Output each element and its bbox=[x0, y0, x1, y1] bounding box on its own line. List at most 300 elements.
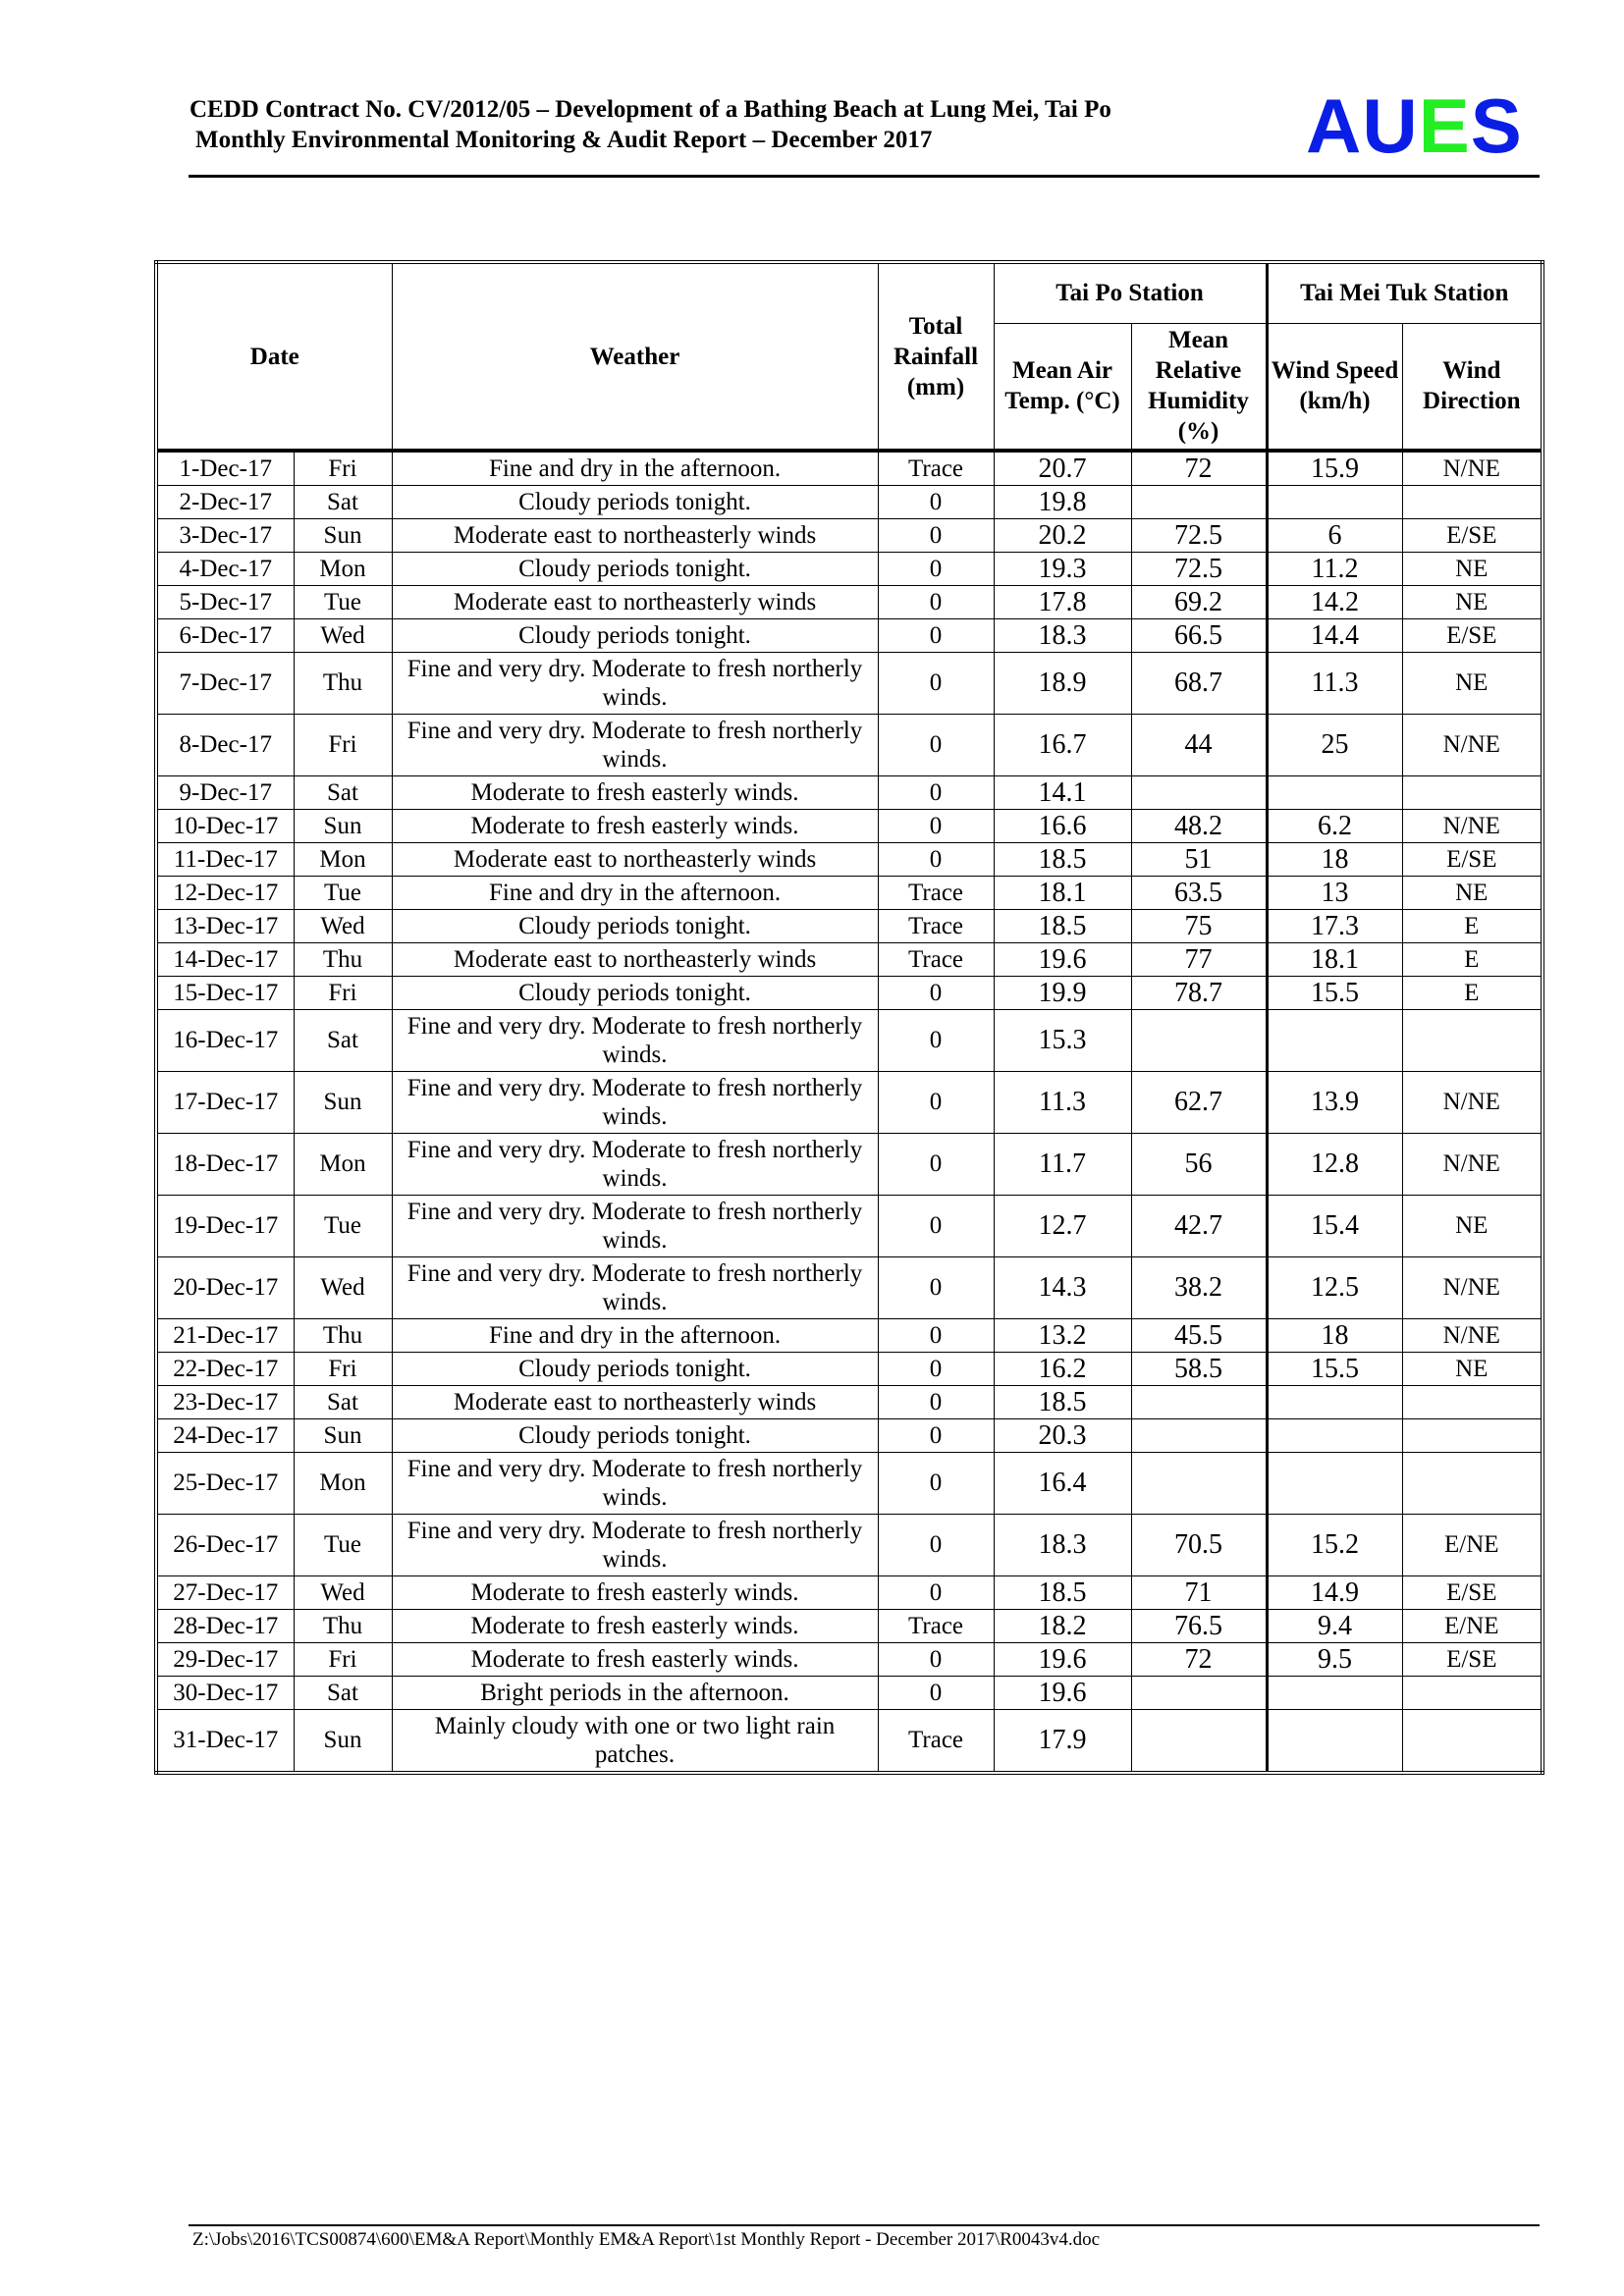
weather-cell: Fine and dry in the afternoon. bbox=[392, 451, 878, 486]
table-row bbox=[156, 943, 1543, 977]
table-row bbox=[156, 1453, 1543, 1515]
temp-cell: 13.2 bbox=[994, 1319, 1131, 1353]
humidity-cell: 58.5 bbox=[1131, 1353, 1267, 1386]
date-cell: 25-Dec-17 bbox=[156, 1453, 294, 1515]
weather-cell: Moderate east to northeasterly winds bbox=[392, 519, 878, 553]
rainfall-cell: 0 bbox=[878, 1515, 994, 1576]
date-cell: 16-Dec-17 bbox=[156, 1010, 294, 1072]
day-cell: Mon bbox=[294, 1453, 392, 1515]
table-row bbox=[156, 619, 1543, 653]
humidity-cell: 42.7 bbox=[1131, 1196, 1267, 1257]
date-cell: 26-Dec-17 bbox=[156, 1515, 294, 1576]
date-cell: 31-Dec-17 bbox=[156, 1710, 294, 1774]
date-cell: 2-Dec-17 bbox=[156, 486, 294, 519]
wind-direction-cell: E/NE bbox=[1402, 1610, 1543, 1643]
table-row bbox=[156, 715, 1543, 776]
table-row bbox=[156, 877, 1543, 910]
table-row bbox=[156, 1515, 1543, 1576]
rainfall-cell: 0 bbox=[878, 1319, 994, 1353]
humidity-cell: 72.5 bbox=[1131, 519, 1267, 553]
rainfall-cell: 0 bbox=[878, 1072, 994, 1134]
table-row bbox=[156, 1257, 1543, 1319]
wind-direction-cell: E/SE bbox=[1402, 619, 1543, 653]
table-row bbox=[156, 519, 1543, 553]
rainfall-cell: 0 bbox=[878, 1643, 994, 1677]
temp-cell: 12.7 bbox=[994, 1196, 1131, 1257]
temp-cell: 20.3 bbox=[994, 1419, 1131, 1453]
wind-speed-cell: 18 bbox=[1267, 1319, 1402, 1353]
rainfall-cell: 0 bbox=[878, 810, 994, 843]
rainfall-cell: 0 bbox=[878, 1419, 994, 1453]
wind-speed-cell: 6.2 bbox=[1267, 810, 1402, 843]
wind-speed-cell: 15.4 bbox=[1267, 1196, 1402, 1257]
weather-cell: Bright periods in the afternoon. bbox=[392, 1677, 878, 1710]
humidity-cell bbox=[1131, 1453, 1267, 1515]
temp-cell: 19.8 bbox=[994, 486, 1131, 519]
date-cell: 20-Dec-17 bbox=[156, 1257, 294, 1319]
temp-cell: 19.6 bbox=[994, 1643, 1131, 1677]
table-row bbox=[156, 1010, 1543, 1072]
humidity-cell: 69.2 bbox=[1131, 586, 1267, 619]
wind-direction-cell: E/SE bbox=[1402, 843, 1543, 877]
date-cell: 4-Dec-17 bbox=[156, 553, 294, 586]
table-row bbox=[156, 1353, 1543, 1386]
rainfall-cell: Trace bbox=[878, 910, 994, 943]
rainfall-cell: 0 bbox=[878, 653, 994, 715]
rainfall-cell: 0 bbox=[878, 1010, 994, 1072]
date-cell: 5-Dec-17 bbox=[156, 586, 294, 619]
wind-direction-cell: N/NE bbox=[1402, 451, 1543, 486]
wind-direction-cell: E bbox=[1402, 943, 1543, 977]
table-row bbox=[156, 1319, 1543, 1353]
wind-direction-cell bbox=[1402, 1010, 1543, 1072]
day-cell: Thu bbox=[294, 653, 392, 715]
date-cell: 13-Dec-17 bbox=[156, 910, 294, 943]
temp-cell: 14.3 bbox=[994, 1257, 1131, 1319]
wind-speed-cell: 14.9 bbox=[1267, 1576, 1402, 1610]
wind-direction-cell: N/NE bbox=[1402, 1257, 1543, 1319]
weather-cell: Moderate east to northeasterly winds bbox=[392, 586, 878, 619]
rainfall-cell: 0 bbox=[878, 1134, 994, 1196]
wind-speed-cell: 17.3 bbox=[1267, 910, 1402, 943]
humidity-cell: 44 bbox=[1131, 715, 1267, 776]
temp-cell: 16.7 bbox=[994, 715, 1131, 776]
table-row bbox=[156, 1072, 1543, 1134]
rainfall-cell: 0 bbox=[878, 1196, 994, 1257]
temp-cell: 17.9 bbox=[994, 1710, 1131, 1774]
wind-direction-cell: NE bbox=[1402, 1353, 1543, 1386]
wind-direction-cell: E/NE bbox=[1402, 1515, 1543, 1576]
rainfall-cell: 0 bbox=[878, 519, 994, 553]
weather-cell: Fine and very dry. Moderate to fresh northerly winds. bbox=[392, 715, 878, 776]
temp-cell: 15.3 bbox=[994, 1010, 1131, 1072]
temp-cell: 11.7 bbox=[994, 1134, 1131, 1196]
table-row bbox=[156, 977, 1543, 1010]
wind-speed-cell: 13 bbox=[1267, 877, 1402, 910]
humidity-cell: 76.5 bbox=[1131, 1610, 1267, 1643]
wind-speed-cell: 11.3 bbox=[1267, 653, 1402, 715]
rainfall-cell: 0 bbox=[878, 486, 994, 519]
weather-cell: Moderate to fresh easterly winds. bbox=[392, 1576, 878, 1610]
table-row bbox=[156, 910, 1543, 943]
temp-cell: 17.8 bbox=[994, 586, 1131, 619]
wind-speed-cell: 12.5 bbox=[1267, 1257, 1402, 1319]
rainfall-cell: Trace bbox=[878, 877, 994, 910]
date-cell: 6-Dec-17 bbox=[156, 619, 294, 653]
day-cell: Sat bbox=[294, 1386, 392, 1419]
date-cell: 24-Dec-17 bbox=[156, 1419, 294, 1453]
date-cell: 7-Dec-17 bbox=[156, 653, 294, 715]
weather-cell: Fine and very dry. Moderate to fresh northerly winds. bbox=[392, 1453, 878, 1515]
temp-cell: 20.2 bbox=[994, 519, 1131, 553]
header-humidity: Mean Relative Humidity (%) bbox=[1131, 323, 1267, 451]
humidity-cell: 66.5 bbox=[1131, 619, 1267, 653]
table-row bbox=[156, 553, 1543, 586]
rainfall-cell: 0 bbox=[878, 1257, 994, 1319]
day-cell: Thu bbox=[294, 1610, 392, 1643]
humidity-cell: 78.7 bbox=[1131, 977, 1267, 1010]
table-row bbox=[156, 1576, 1543, 1610]
table-row bbox=[156, 1643, 1543, 1677]
weather-cell: Fine and very dry. Moderate to fresh northerly winds. bbox=[392, 1010, 878, 1072]
wind-direction-cell: E bbox=[1402, 910, 1543, 943]
rainfall-cell: 0 bbox=[878, 586, 994, 619]
weather-cell: Moderate east to northeasterly winds bbox=[392, 1386, 878, 1419]
date-cell: 15-Dec-17 bbox=[156, 977, 294, 1010]
rainfall-cell: 0 bbox=[878, 1576, 994, 1610]
day-cell: Fri bbox=[294, 451, 392, 486]
table-row bbox=[156, 843, 1543, 877]
weather-table bbox=[154, 260, 1544, 1775]
table-row bbox=[156, 1134, 1543, 1196]
day-cell: Tue bbox=[294, 1515, 392, 1576]
day-cell: Tue bbox=[294, 586, 392, 619]
rainfall-cell: 0 bbox=[878, 1677, 994, 1710]
wind-speed-cell: 13.9 bbox=[1267, 1072, 1402, 1134]
header-wind-direction: Wind Direction bbox=[1402, 323, 1543, 451]
humidity-cell: 45.5 bbox=[1131, 1319, 1267, 1353]
day-cell: Fri bbox=[294, 977, 392, 1010]
day-cell: Fri bbox=[294, 1643, 392, 1677]
rainfall-cell: 0 bbox=[878, 553, 994, 586]
wind-speed-cell bbox=[1267, 1710, 1402, 1774]
temp-cell: 20.7 bbox=[994, 451, 1131, 486]
wind-speed-cell: 25 bbox=[1267, 715, 1402, 776]
rainfall-cell: 0 bbox=[878, 715, 994, 776]
weather-cell: Cloudy periods tonight. bbox=[392, 1353, 878, 1386]
rainfall-cell: Trace bbox=[878, 943, 994, 977]
wind-speed-cell: 9.4 bbox=[1267, 1610, 1402, 1643]
logo-letter-u: U bbox=[1362, 82, 1419, 169]
wind-direction-cell: E/SE bbox=[1402, 519, 1543, 553]
wind-direction-cell: NE bbox=[1402, 1196, 1543, 1257]
weather-cell: Fine and very dry. Moderate to fresh northerly winds. bbox=[392, 1257, 878, 1319]
wind-direction-cell bbox=[1402, 1386, 1543, 1419]
temp-cell: 19.6 bbox=[994, 1677, 1131, 1710]
humidity-cell bbox=[1131, 1710, 1267, 1774]
wind-speed-cell: 12.8 bbox=[1267, 1134, 1402, 1196]
weather-cell: Fine and dry in the afternoon. bbox=[392, 877, 878, 910]
table-row bbox=[156, 451, 1543, 486]
day-cell: Sat bbox=[294, 1010, 392, 1072]
weather-cell: Fine and very dry. Moderate to fresh northerly winds. bbox=[392, 1515, 878, 1576]
date-cell: 9-Dec-17 bbox=[156, 776, 294, 810]
temp-cell: 18.3 bbox=[994, 619, 1131, 653]
weather-cell: Cloudy periods tonight. bbox=[392, 553, 878, 586]
humidity-cell: 72 bbox=[1131, 451, 1267, 486]
date-cell: 8-Dec-17 bbox=[156, 715, 294, 776]
wind-speed-cell: 15.5 bbox=[1267, 1353, 1402, 1386]
date-cell: 14-Dec-17 bbox=[156, 943, 294, 977]
temp-cell: 18.3 bbox=[994, 1515, 1131, 1576]
temp-cell: 11.3 bbox=[994, 1072, 1131, 1134]
wind-direction-cell: E/SE bbox=[1402, 1576, 1543, 1610]
temp-cell: 18.5 bbox=[994, 1576, 1131, 1610]
humidity-cell: 71 bbox=[1131, 1576, 1267, 1610]
table-row bbox=[156, 653, 1543, 715]
day-cell: Fri bbox=[294, 1353, 392, 1386]
wind-direction-cell bbox=[1402, 1453, 1543, 1515]
humidity-cell: 56 bbox=[1131, 1134, 1267, 1196]
wind-speed-cell bbox=[1267, 1677, 1402, 1710]
humidity-cell bbox=[1131, 1419, 1267, 1453]
wind-direction-cell: NE bbox=[1402, 653, 1543, 715]
date-cell: 18-Dec-17 bbox=[156, 1134, 294, 1196]
wind-speed-cell bbox=[1267, 776, 1402, 810]
wind-direction-cell: N/NE bbox=[1402, 1072, 1543, 1134]
wind-speed-cell: 11.2 bbox=[1267, 553, 1402, 586]
wind-direction-cell bbox=[1402, 776, 1543, 810]
date-cell: 27-Dec-17 bbox=[156, 1576, 294, 1610]
footer-divider bbox=[189, 2224, 1540, 2226]
temp-cell: 18.5 bbox=[994, 910, 1131, 943]
date-cell: 30-Dec-17 bbox=[156, 1677, 294, 1710]
wind-direction-cell bbox=[1402, 1677, 1543, 1710]
wind-speed-cell: 15.5 bbox=[1267, 977, 1402, 1010]
wind-direction-cell: N/NE bbox=[1402, 810, 1543, 843]
table-row bbox=[156, 1677, 1543, 1710]
day-cell: Mon bbox=[294, 1134, 392, 1196]
date-cell: 22-Dec-17 bbox=[156, 1353, 294, 1386]
date-cell: 19-Dec-17 bbox=[156, 1196, 294, 1257]
weather-cell: Moderate to fresh easterly winds. bbox=[392, 776, 878, 810]
header-tai-po-station: Tai Po Station bbox=[994, 262, 1267, 323]
humidity-cell: 48.2 bbox=[1131, 810, 1267, 843]
day-cell: Thu bbox=[294, 943, 392, 977]
humidity-cell: 51 bbox=[1131, 843, 1267, 877]
date-cell: 10-Dec-17 bbox=[156, 810, 294, 843]
table-row bbox=[156, 1610, 1543, 1643]
wind-direction-cell bbox=[1402, 486, 1543, 519]
weather-cell: Cloudy periods tonight. bbox=[392, 977, 878, 1010]
wind-speed-cell bbox=[1267, 1419, 1402, 1453]
day-cell: Wed bbox=[294, 619, 392, 653]
header-date: Date bbox=[156, 262, 392, 451]
weather-cell: Cloudy periods tonight. bbox=[392, 619, 878, 653]
temp-cell: 19.6 bbox=[994, 943, 1131, 977]
date-cell: 1-Dec-17 bbox=[156, 451, 294, 486]
date-cell: 3-Dec-17 bbox=[156, 519, 294, 553]
weather-cell: Cloudy periods tonight. bbox=[392, 1419, 878, 1453]
day-cell: Thu bbox=[294, 1319, 392, 1353]
wind-direction-cell bbox=[1402, 1710, 1543, 1774]
humidity-cell: 72 bbox=[1131, 1643, 1267, 1677]
header-wind-speed: Wind Speed (km/h) bbox=[1267, 323, 1402, 451]
wind-direction-cell bbox=[1402, 1419, 1543, 1453]
weather-cell: Moderate to fresh easterly winds. bbox=[392, 810, 878, 843]
day-cell: Sun bbox=[294, 519, 392, 553]
day-cell: Wed bbox=[294, 1257, 392, 1319]
wind-speed-cell: 15.2 bbox=[1267, 1515, 1402, 1576]
temp-cell: 16.2 bbox=[994, 1353, 1131, 1386]
weather-cell: Moderate to fresh easterly winds. bbox=[392, 1643, 878, 1677]
wind-direction-cell: NE bbox=[1402, 586, 1543, 619]
day-cell: Sun bbox=[294, 810, 392, 843]
weather-table-container bbox=[154, 260, 1541, 1775]
humidity-cell bbox=[1131, 776, 1267, 810]
day-cell: Sat bbox=[294, 486, 392, 519]
temp-cell: 18.9 bbox=[994, 653, 1131, 715]
contract-title: CEDD Contract No. CV/2012/05 – Development of a Bathing Beach at Lung Mei, Tai Po bbox=[189, 96, 1111, 123]
rainfall-cell: 0 bbox=[878, 1453, 994, 1515]
rainfall-cell: Trace bbox=[878, 1610, 994, 1643]
wind-direction-cell: E bbox=[1402, 977, 1543, 1010]
header-divider bbox=[189, 175, 1540, 178]
wind-speed-cell: 6 bbox=[1267, 519, 1402, 553]
header-temp: Mean Air Temp. (°C) bbox=[994, 323, 1131, 451]
humidity-cell bbox=[1131, 486, 1267, 519]
wind-speed-cell: 9.5 bbox=[1267, 1643, 1402, 1677]
wind-speed-cell bbox=[1267, 486, 1402, 519]
date-cell: 21-Dec-17 bbox=[156, 1319, 294, 1353]
day-cell: Mon bbox=[294, 843, 392, 877]
rainfall-cell: Trace bbox=[878, 1710, 994, 1774]
temp-cell: 14.1 bbox=[994, 776, 1131, 810]
date-cell: 12-Dec-17 bbox=[156, 877, 294, 910]
day-cell: Sat bbox=[294, 1677, 392, 1710]
wind-direction-cell: NE bbox=[1402, 877, 1543, 910]
wind-speed-cell: 14.2 bbox=[1267, 586, 1402, 619]
weather-cell: Mainly cloudy with one or two light rain patches. bbox=[392, 1710, 878, 1774]
logo-letter-s: S bbox=[1470, 82, 1523, 169]
table-row bbox=[156, 1196, 1543, 1257]
aues-logo bbox=[1306, 82, 1523, 169]
rainfall-cell: 0 bbox=[878, 1386, 994, 1419]
weather-table-body bbox=[156, 451, 1543, 1773]
rainfall-cell: 0 bbox=[878, 1353, 994, 1386]
day-cell: Tue bbox=[294, 1196, 392, 1257]
table-row bbox=[156, 1386, 1543, 1419]
table-row bbox=[156, 1710, 1543, 1774]
rainfall-cell: Trace bbox=[878, 451, 994, 486]
day-cell: Wed bbox=[294, 1576, 392, 1610]
wind-speed-cell: 18 bbox=[1267, 843, 1402, 877]
wind-direction-cell: N/NE bbox=[1402, 715, 1543, 776]
rainfall-cell: 0 bbox=[878, 776, 994, 810]
humidity-cell: 38.2 bbox=[1131, 1257, 1267, 1319]
weather-cell: Moderate east to northeasterly winds bbox=[392, 843, 878, 877]
rainfall-cell: 0 bbox=[878, 619, 994, 653]
wind-direction-cell: N/NE bbox=[1402, 1319, 1543, 1353]
table-row bbox=[156, 586, 1543, 619]
rainfall-cell: 0 bbox=[878, 843, 994, 877]
day-cell: Sun bbox=[294, 1710, 392, 1774]
report-title: Monthly Environmental Monitoring & Audit Report – December 2017 bbox=[195, 127, 933, 153]
humidity-cell: 68.7 bbox=[1131, 653, 1267, 715]
table-row bbox=[156, 776, 1543, 810]
weather-cell: Fine and very dry. Moderate to fresh northerly winds. bbox=[392, 653, 878, 715]
wind-speed-cell: 18.1 bbox=[1267, 943, 1402, 977]
day-cell: Fri bbox=[294, 715, 392, 776]
day-cell: Wed bbox=[294, 910, 392, 943]
day-cell: Sun bbox=[294, 1419, 392, 1453]
weather-cell: Moderate east to northeasterly winds bbox=[392, 943, 878, 977]
wind-speed-cell bbox=[1267, 1453, 1402, 1515]
header-tai-mei-tuk-station: Tai Mei Tuk Station bbox=[1267, 262, 1543, 323]
temp-cell: 18.2 bbox=[994, 1610, 1131, 1643]
wind-direction-cell: E/SE bbox=[1402, 1643, 1543, 1677]
weather-cell: Fine and very dry. Moderate to fresh northerly winds. bbox=[392, 1196, 878, 1257]
temp-cell: 16.6 bbox=[994, 810, 1131, 843]
wind-direction-cell: N/NE bbox=[1402, 1134, 1543, 1196]
date-cell: 28-Dec-17 bbox=[156, 1610, 294, 1643]
table-row bbox=[156, 1419, 1543, 1453]
header-rainfall: Total Rainfall (mm) bbox=[878, 262, 994, 451]
weather-cell: Moderate to fresh easterly winds. bbox=[392, 1610, 878, 1643]
logo-letter-a: A bbox=[1306, 82, 1363, 169]
wind-speed-cell bbox=[1267, 1010, 1402, 1072]
temp-cell: 18.5 bbox=[994, 843, 1131, 877]
day-cell: Sun bbox=[294, 1072, 392, 1134]
humidity-cell bbox=[1131, 1010, 1267, 1072]
humidity-cell bbox=[1131, 1386, 1267, 1419]
day-cell: Sat bbox=[294, 776, 392, 810]
humidity-cell bbox=[1131, 1677, 1267, 1710]
temp-cell: 19.9 bbox=[994, 977, 1131, 1010]
humidity-cell: 77 bbox=[1131, 943, 1267, 977]
day-cell: Tue bbox=[294, 877, 392, 910]
wind-speed-cell bbox=[1267, 1386, 1402, 1419]
rainfall-cell: 0 bbox=[878, 977, 994, 1010]
temp-cell: 18.5 bbox=[994, 1386, 1131, 1419]
date-cell: 17-Dec-17 bbox=[156, 1072, 294, 1134]
weather-cell: Fine and very dry. Moderate to fresh northerly winds. bbox=[392, 1072, 878, 1134]
table-row bbox=[156, 486, 1543, 519]
weather-cell: Fine and very dry. Moderate to fresh northerly winds. bbox=[392, 1134, 878, 1196]
humidity-cell: 75 bbox=[1131, 910, 1267, 943]
temp-cell: 18.1 bbox=[994, 877, 1131, 910]
temp-cell: 16.4 bbox=[994, 1453, 1131, 1515]
wind-direction-cell: NE bbox=[1402, 553, 1543, 586]
temp-cell: 19.3 bbox=[994, 553, 1131, 586]
humidity-cell: 63.5 bbox=[1131, 877, 1267, 910]
date-cell: 11-Dec-17 bbox=[156, 843, 294, 877]
date-cell: 29-Dec-17 bbox=[156, 1643, 294, 1677]
weather-cell: Cloudy periods tonight. bbox=[392, 910, 878, 943]
humidity-cell: 72.5 bbox=[1131, 553, 1267, 586]
wind-speed-cell: 15.9 bbox=[1267, 451, 1402, 486]
logo-letter-e: E bbox=[1418, 82, 1471, 169]
header-weather: Weather bbox=[392, 262, 878, 451]
weather-cell: Cloudy periods tonight. bbox=[392, 486, 878, 519]
humidity-cell: 62.7 bbox=[1131, 1072, 1267, 1134]
day-cell: Mon bbox=[294, 553, 392, 586]
date-cell: 23-Dec-17 bbox=[156, 1386, 294, 1419]
weather-cell: Fine and dry in the afternoon. bbox=[392, 1319, 878, 1353]
wind-speed-cell: 14.4 bbox=[1267, 619, 1402, 653]
footer-file-path: Z:\Jobs\2016\TCS00874\600\EM&A Report\Monthly EM&A Report\1st Monthly Report - December 2017\R0043v4.doc bbox=[192, 2229, 1101, 2250]
table-row bbox=[156, 810, 1543, 843]
